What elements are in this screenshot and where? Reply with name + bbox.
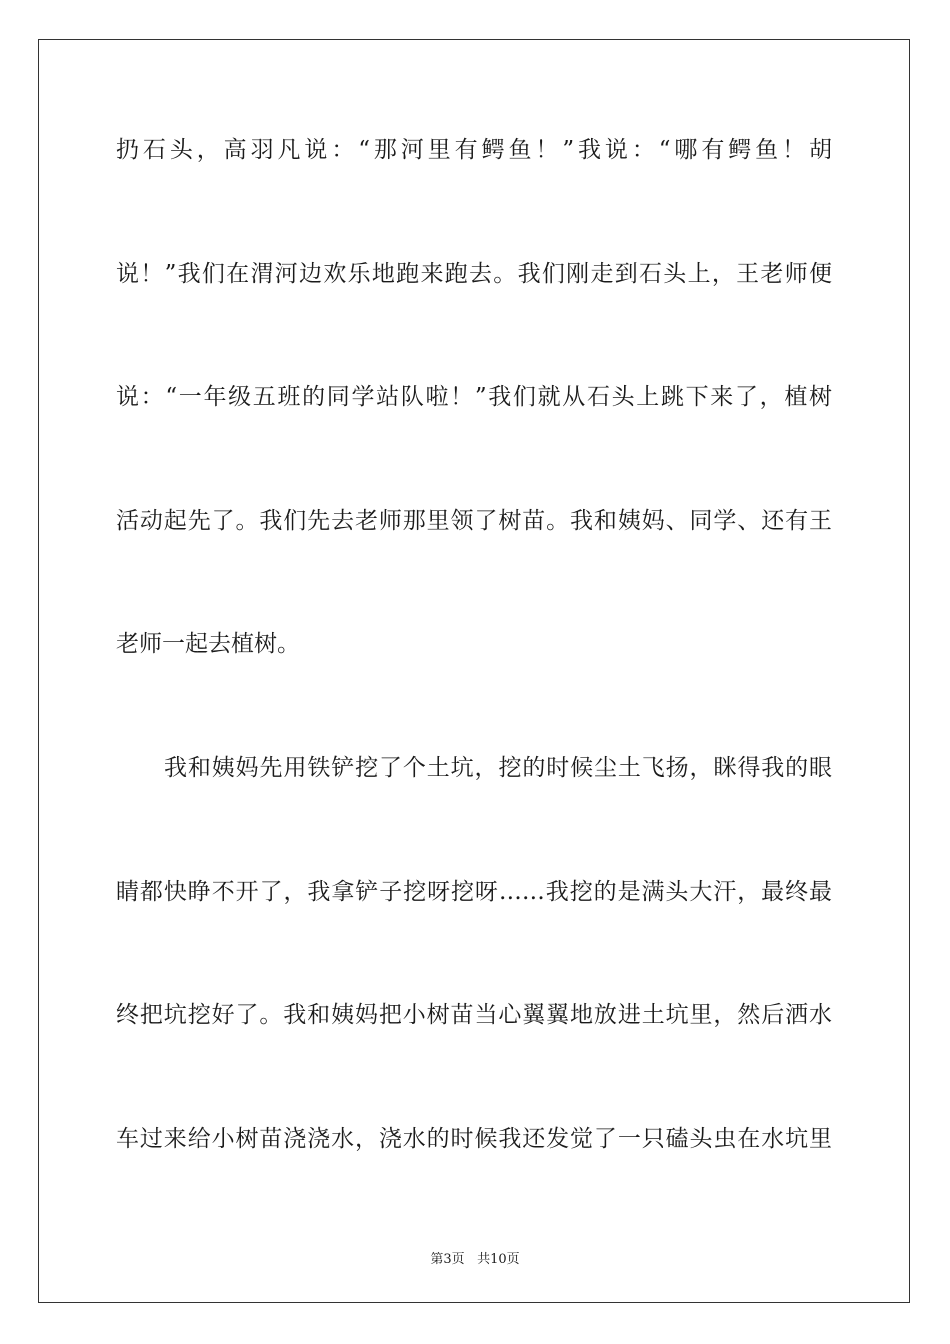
paragraph-1 xyxy=(116,128,832,746)
text-line: 说！”我们在渭河边欢乐地跑来跑去。我们刚走到石头上，王老师便 xyxy=(116,260,832,287)
text-line: 我和姨妈先用铁铲挖了个土坑，挖的时候尘土飞扬，眯得我的眼 xyxy=(164,754,832,781)
text-line: 老师一起去植树。 xyxy=(116,631,300,658)
paragraph-2 xyxy=(116,746,832,1240)
body-text xyxy=(116,128,832,1240)
page-number: 第3页 xyxy=(430,1252,465,1267)
page-total: 共10页 xyxy=(477,1252,520,1267)
text-line: 活动起先了。我们先去老师那里领了树苗。我和姨妈、同学、还有王 xyxy=(116,507,832,534)
text-line: 车过来给小树苗浇浇水，浇水的时候我还发觉了一只磕头虫在水坑里 xyxy=(116,1125,832,1152)
page-footer xyxy=(0,1248,950,1267)
text-line: 睛都快睁不开了，我拿铲子挖呀挖呀……我挖的是满头大汗，最终最 xyxy=(116,878,832,905)
text-line: 终把坑挖好了。我和姨妈把小树苗当心翼翼地放进土坑里，然后洒水 xyxy=(116,1002,832,1029)
text-line: 扔石头，高羽凡说：“那河里有鳄鱼！”我说：“哪有鳄鱼！胡 xyxy=(116,137,832,163)
text-line: 说：“一年级五班的同学站队啦！”我们就从石头上跳下来了，植树 xyxy=(116,384,832,411)
